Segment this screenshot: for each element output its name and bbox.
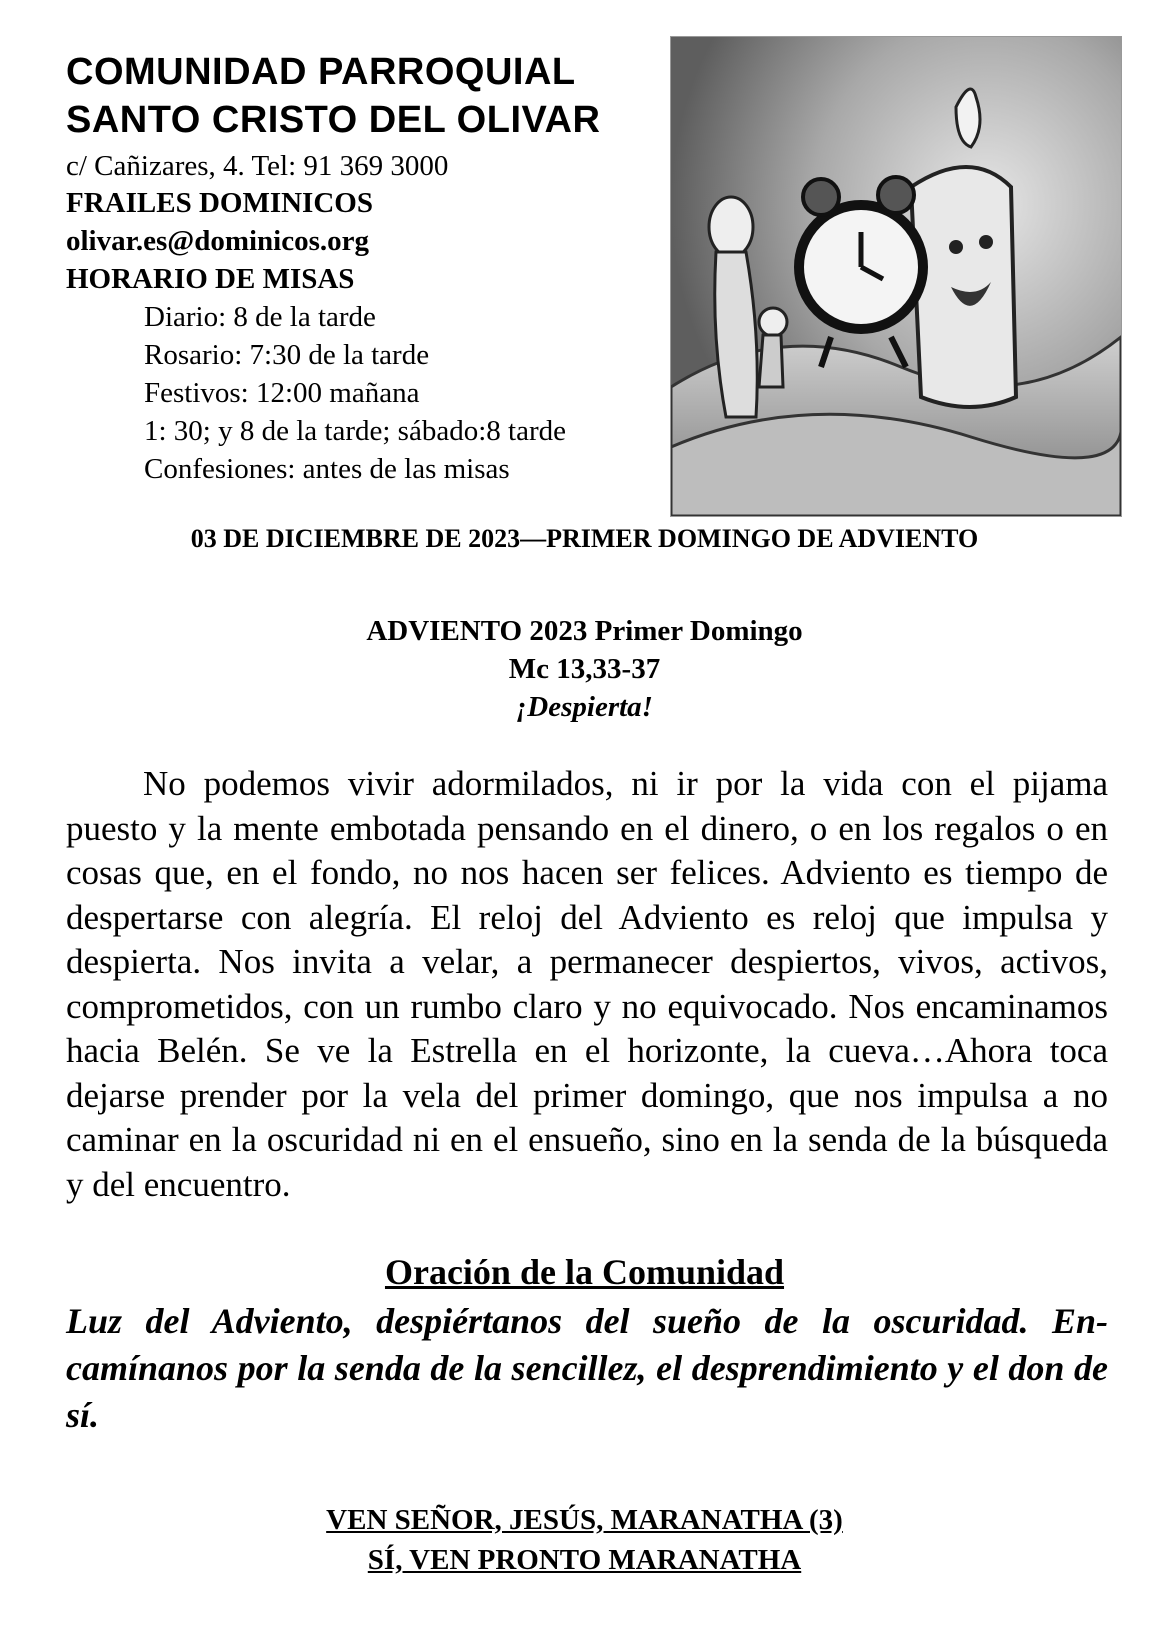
- reading-citation: Mc 13,33-37: [508, 653, 661, 685]
- religious-order: FRAILES DOMINICOS: [66, 187, 373, 219]
- prayer-text: Luz del Adviento, despiértanos del sueño de la oscuridad. Encamínanos por la senda de la sencillez, el desprendimiento y el don de sí.: [66, 1301, 1108, 1435]
- org-name-line2: SANTO CRISTO DEL OLIVAR: [66, 99, 601, 141]
- closing-acclamation: [0, 1500, 1169, 1580]
- schedule-item: 1: 30; y 8 de la tarde; sábado:8 tarde: [144, 415, 566, 447]
- schedule-item: Rosario: 7:30 de la tarde: [144, 339, 430, 371]
- mass-schedule: [66, 298, 666, 488]
- parish-email: olivar.es@dominicos.org: [66, 225, 370, 257]
- schedule-item: Diario: 8 de la tarde: [144, 301, 376, 333]
- closing-line: VEN SEÑOR, JESÚS, MARANATHA (3): [326, 1504, 843, 1536]
- reading-title: ADVIENTO 2023 Primer Domingo: [366, 615, 803, 647]
- prayer-heading: Oración de la Comunidad: [384, 1252, 785, 1292]
- schedule-item: Festivos: 12:00 mañana: [144, 377, 420, 409]
- mass-schedule-title: HORARIO DE MISAS: [66, 263, 355, 295]
- schedule-item: Confesiones: antes de las misas: [144, 453, 510, 485]
- org-name-line1: COMUNIDAD PARROQUIAL: [66, 51, 576, 93]
- reflection-paragraph: No podemos vivir adormilados, ni ir por la vida con el pijama puesto y la mente embotada pensando en el dinero, o en los regalos o en cosas que, en el fondo, no nos hacen ser felices. Adviento es tiempo de despertarse con alegría. El reloj del Adviento es reloj que impulsa y despierta. Nos invita a velar, a permanecer despiertos, vivos, activos, comprometidos, con un rumbo claro y no equivocado. Nos encaminamos hacia Belén. Se ve la Estrella en el horizonte, la cueva…Ahora toca dejarse prender por la vela del primer domingo, que nos impulsa a no caminar en la oscuridad ni en el ensueño, sino en la senda de la búsqueda y del encuentro.: [66, 764, 1108, 1204]
- parish-address: c/ Cañizares, 4. Tel: 91 369 3000: [66, 150, 449, 182]
- advent-candle-alarm-clock-illustration: [670, 36, 1122, 517]
- closing-line: SÍ, VEN PRONTO MARANATHA: [367, 1544, 802, 1576]
- parish-header: [66, 48, 666, 488]
- reading-motto: ¡Despierta!: [516, 691, 653, 723]
- bulletin-date: 03 DE DICIEMBRE DE 2023—PRIMER DOMINGO DE ADVIENTO: [190, 524, 979, 553]
- gospel-reading-header: [0, 612, 1169, 726]
